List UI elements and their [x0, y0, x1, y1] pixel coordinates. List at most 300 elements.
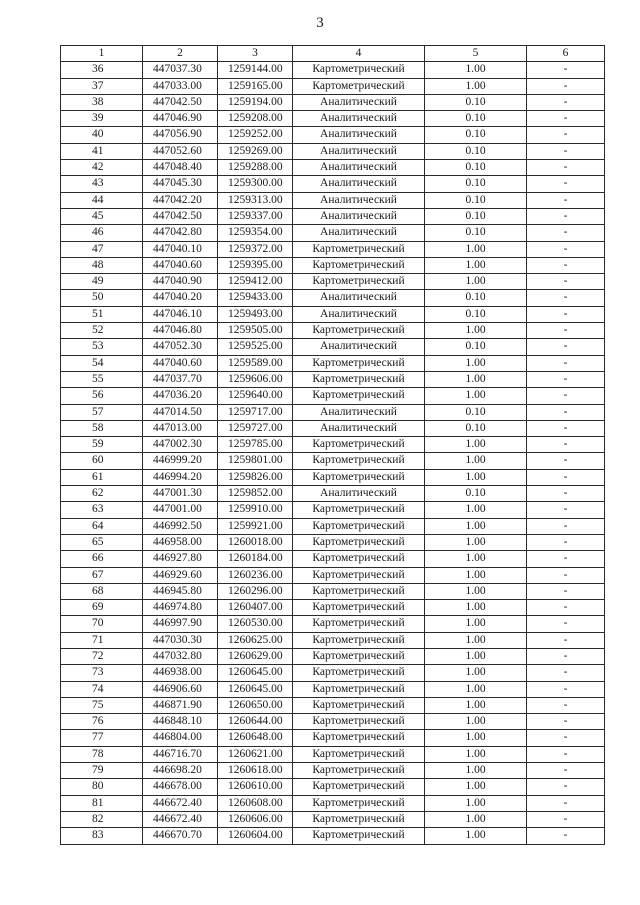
note-cell: -: [527, 62, 605, 78]
y-coordinate-cell: 1259337.00: [218, 208, 293, 224]
y-coordinate-cell: 1260610.00: [218, 779, 293, 795]
table-row: [61, 274, 605, 290]
accuracy-cell: 1.00: [425, 714, 527, 730]
point-number-cell: 44: [61, 192, 143, 208]
point-number-cell: 80: [61, 779, 143, 795]
accuracy-cell: 0.10: [425, 225, 527, 241]
method-cell: Картометрический: [293, 681, 425, 697]
table-row: [61, 371, 605, 387]
note-cell: -: [527, 648, 605, 664]
x-coordinate-cell: 447046.80: [143, 323, 218, 339]
accuracy-cell: 1.00: [425, 632, 527, 648]
accuracy-cell: 0.10: [425, 208, 527, 224]
y-coordinate-cell: 1260650.00: [218, 697, 293, 713]
x-coordinate-cell: 447042.50: [143, 208, 218, 224]
point-number-cell: 62: [61, 486, 143, 502]
note-cell: -: [527, 730, 605, 746]
table-row: [61, 648, 605, 664]
note-cell: -: [527, 616, 605, 632]
accuracy-cell: 1.00: [425, 518, 527, 534]
accuracy-cell: 0.10: [425, 176, 527, 192]
method-cell: Аналитический: [293, 192, 425, 208]
accuracy-cell: 1.00: [425, 469, 527, 485]
point-number-cell: 79: [61, 763, 143, 779]
method-cell: Картометрический: [293, 567, 425, 583]
point-number-cell: 66: [61, 551, 143, 567]
x-coordinate-cell: 446670.70: [143, 828, 218, 844]
method-cell: Картометрический: [293, 632, 425, 648]
note-cell: -: [527, 763, 605, 779]
method-cell: Аналитический: [293, 160, 425, 176]
note-cell: -: [527, 828, 605, 844]
method-cell: Аналитический: [293, 127, 425, 143]
method-cell: Аналитический: [293, 404, 425, 420]
point-number-cell: 38: [61, 94, 143, 110]
y-coordinate-cell: 1259194.00: [218, 94, 293, 110]
y-coordinate-cell: 1260530.00: [218, 616, 293, 632]
accuracy-cell: 1.00: [425, 388, 527, 404]
method-cell: Картометрический: [293, 257, 425, 273]
method-cell: Картометрический: [293, 534, 425, 550]
accuracy-cell: 1.00: [425, 567, 527, 583]
point-number-cell: 48: [61, 257, 143, 273]
y-coordinate-cell: 1260629.00: [218, 648, 293, 664]
note-cell: -: [527, 665, 605, 681]
point-number-cell: 49: [61, 274, 143, 290]
note-cell: -: [527, 502, 605, 518]
point-number-cell: 72: [61, 648, 143, 664]
point-number-cell: 45: [61, 208, 143, 224]
note-cell: -: [527, 795, 605, 811]
accuracy-cell: 1.00: [425, 763, 527, 779]
method-cell: Картометрический: [293, 648, 425, 664]
accuracy-cell: 0.10: [425, 290, 527, 306]
note-cell: -: [527, 306, 605, 322]
note-cell: -: [527, 746, 605, 762]
accuracy-cell: 1.00: [425, 551, 527, 567]
point-number-cell: 36: [61, 62, 143, 78]
table-row: [61, 486, 605, 502]
method-cell: Аналитический: [293, 111, 425, 127]
table-row: [61, 192, 605, 208]
x-coordinate-cell: 447030.30: [143, 632, 218, 648]
point-number-cell: 52: [61, 323, 143, 339]
table-row: [61, 811, 605, 827]
x-coordinate-cell: 446994.20: [143, 469, 218, 485]
note-cell: -: [527, 420, 605, 436]
accuracy-cell: 0.10: [425, 111, 527, 127]
y-coordinate-cell: 1259717.00: [218, 404, 293, 420]
table-row: [61, 176, 605, 192]
x-coordinate-cell: 447046.10: [143, 306, 218, 322]
accuracy-cell: 0.10: [425, 404, 527, 420]
table-row: [61, 453, 605, 469]
accuracy-cell: 1.00: [425, 681, 527, 697]
note-cell: -: [527, 404, 605, 420]
accuracy-cell: 1.00: [425, 534, 527, 550]
y-coordinate-cell: 1259785.00: [218, 437, 293, 453]
accuracy-cell: 1.00: [425, 665, 527, 681]
note-cell: -: [527, 241, 605, 257]
method-cell: Аналитический: [293, 486, 425, 502]
note-cell: -: [527, 94, 605, 110]
x-coordinate-cell: 446848.10: [143, 714, 218, 730]
note-cell: -: [527, 339, 605, 355]
x-coordinate-cell: 446997.90: [143, 616, 218, 632]
y-coordinate-cell: 1259505.00: [218, 323, 293, 339]
table-row: [61, 616, 605, 632]
y-coordinate-cell: 1259354.00: [218, 225, 293, 241]
point-number-cell: 73: [61, 665, 143, 681]
point-number-cell: 43: [61, 176, 143, 192]
point-number-cell: 71: [61, 632, 143, 648]
point-number-cell: 47: [61, 241, 143, 257]
note-cell: -: [527, 388, 605, 404]
method-cell: Картометрический: [293, 518, 425, 534]
point-number-cell: 53: [61, 339, 143, 355]
table-row: [61, 241, 605, 257]
method-cell: Аналитический: [293, 208, 425, 224]
x-coordinate-cell: 447013.00: [143, 420, 218, 436]
x-coordinate-cell: 447052.30: [143, 339, 218, 355]
table-row: [61, 208, 605, 224]
table-row: [61, 62, 605, 78]
y-coordinate-cell: 1260608.00: [218, 795, 293, 811]
x-coordinate-cell: 446938.00: [143, 665, 218, 681]
note-cell: -: [527, 323, 605, 339]
method-cell: Аналитический: [293, 225, 425, 241]
point-number-cell: 37: [61, 78, 143, 94]
x-coordinate-cell: 446929.60: [143, 567, 218, 583]
y-coordinate-cell: 1259165.00: [218, 78, 293, 94]
x-coordinate-cell: 447001.00: [143, 502, 218, 518]
x-coordinate-cell: 447042.20: [143, 192, 218, 208]
x-coordinate-cell: 447052.60: [143, 143, 218, 159]
method-cell: Аналитический: [293, 143, 425, 159]
x-coordinate-cell: 446871.90: [143, 697, 218, 713]
x-coordinate-cell: 447056.90: [143, 127, 218, 143]
x-coordinate-cell: 446672.40: [143, 795, 218, 811]
y-coordinate-cell: 1259826.00: [218, 469, 293, 485]
column-header-5: 5: [425, 46, 527, 62]
table-row: [61, 225, 605, 241]
accuracy-cell: 0.10: [425, 420, 527, 436]
accuracy-cell: 1.00: [425, 697, 527, 713]
y-coordinate-cell: 1259640.00: [218, 388, 293, 404]
table-row: [61, 714, 605, 730]
y-coordinate-cell: 1259606.00: [218, 371, 293, 387]
x-coordinate-cell: 446804.00: [143, 730, 218, 746]
y-coordinate-cell: 1260296.00: [218, 583, 293, 599]
table-row: [61, 730, 605, 746]
note-cell: -: [527, 371, 605, 387]
x-coordinate-cell: 446999.20: [143, 453, 218, 469]
accuracy-cell: 1.00: [425, 795, 527, 811]
point-number-cell: 67: [61, 567, 143, 583]
x-coordinate-cell: 446992.50: [143, 518, 218, 534]
point-number-cell: 57: [61, 404, 143, 420]
table-row: [61, 632, 605, 648]
accuracy-cell: 1.00: [425, 371, 527, 387]
y-coordinate-cell: 1260644.00: [218, 714, 293, 730]
method-cell: Картометрический: [293, 763, 425, 779]
accuracy-cell: 1.00: [425, 355, 527, 371]
method-cell: Картометрический: [293, 274, 425, 290]
method-cell: Картометрический: [293, 78, 425, 94]
point-number-cell: 46: [61, 225, 143, 241]
note-cell: -: [527, 681, 605, 697]
y-coordinate-cell: 1259208.00: [218, 111, 293, 127]
x-coordinate-cell: 446974.80: [143, 600, 218, 616]
point-number-cell: 78: [61, 746, 143, 762]
point-number-cell: 70: [61, 616, 143, 632]
table-row: [61, 665, 605, 681]
method-cell: Аналитический: [293, 339, 425, 355]
note-cell: -: [527, 583, 605, 599]
point-number-cell: 54: [61, 355, 143, 371]
table-row: [61, 779, 605, 795]
y-coordinate-cell: 1259801.00: [218, 453, 293, 469]
x-coordinate-cell: 447040.20: [143, 290, 218, 306]
table-row: [61, 388, 605, 404]
accuracy-cell: 1.00: [425, 600, 527, 616]
note-cell: -: [527, 208, 605, 224]
y-coordinate-cell: 1259144.00: [218, 62, 293, 78]
method-cell: Картометрический: [293, 323, 425, 339]
table-row: [61, 697, 605, 713]
point-number-cell: 68: [61, 583, 143, 599]
note-cell: -: [527, 632, 605, 648]
y-coordinate-cell: 1259269.00: [218, 143, 293, 159]
y-coordinate-cell: 1260645.00: [218, 665, 293, 681]
note-cell: -: [527, 551, 605, 567]
note-cell: -: [527, 534, 605, 550]
point-number-cell: 83: [61, 828, 143, 844]
point-number-cell: 65: [61, 534, 143, 550]
table-row: [61, 111, 605, 127]
x-coordinate-cell: 447014.50: [143, 404, 218, 420]
method-cell: Картометрический: [293, 779, 425, 795]
note-cell: -: [527, 127, 605, 143]
y-coordinate-cell: 1260407.00: [218, 600, 293, 616]
point-number-cell: 63: [61, 502, 143, 518]
note-cell: -: [527, 811, 605, 827]
note-cell: -: [527, 290, 605, 306]
accuracy-cell: 0.10: [425, 486, 527, 502]
point-number-cell: 74: [61, 681, 143, 697]
method-cell: Картометрический: [293, 730, 425, 746]
accuracy-cell: 1.00: [425, 502, 527, 518]
method-cell: Картометрический: [293, 746, 425, 762]
x-coordinate-cell: 447002.30: [143, 437, 218, 453]
note-cell: -: [527, 697, 605, 713]
x-coordinate-cell: 446716.70: [143, 746, 218, 762]
table-row: [61, 746, 605, 762]
method-cell: Картометрический: [293, 551, 425, 567]
accuracy-cell: 1.00: [425, 730, 527, 746]
y-coordinate-cell: 1260625.00: [218, 632, 293, 648]
table-row: [61, 437, 605, 453]
y-coordinate-cell: 1259395.00: [218, 257, 293, 273]
table-row: [61, 290, 605, 306]
accuracy-cell: 0.10: [425, 127, 527, 143]
x-coordinate-cell: 446958.00: [143, 534, 218, 550]
note-cell: -: [527, 355, 605, 371]
y-coordinate-cell: 1259433.00: [218, 290, 293, 306]
method-cell: Аналитический: [293, 94, 425, 110]
point-number-cell: 60: [61, 453, 143, 469]
table-row: [61, 306, 605, 322]
y-coordinate-cell: 1259589.00: [218, 355, 293, 371]
x-coordinate-cell: 447040.60: [143, 355, 218, 371]
note-cell: -: [527, 486, 605, 502]
note-cell: -: [527, 469, 605, 485]
method-cell: Картометрический: [293, 453, 425, 469]
table-row: [61, 551, 605, 567]
y-coordinate-cell: 1260648.00: [218, 730, 293, 746]
x-coordinate-cell: 447040.90: [143, 274, 218, 290]
y-coordinate-cell: 1259493.00: [218, 306, 293, 322]
method-cell: Картометрический: [293, 795, 425, 811]
note-cell: -: [527, 453, 605, 469]
point-number-cell: 39: [61, 111, 143, 127]
method-cell: Картометрический: [293, 355, 425, 371]
method-cell: Аналитический: [293, 176, 425, 192]
y-coordinate-cell: 1260621.00: [218, 746, 293, 762]
point-number-cell: 59: [61, 437, 143, 453]
note-cell: -: [527, 78, 605, 94]
method-cell: Картометрический: [293, 437, 425, 453]
y-coordinate-cell: 1260618.00: [218, 763, 293, 779]
accuracy-cell: 1.00: [425, 828, 527, 844]
table-row: [61, 502, 605, 518]
point-number-cell: 76: [61, 714, 143, 730]
note-cell: -: [527, 518, 605, 534]
column-header-6: 6: [527, 46, 605, 62]
point-number-cell: 51: [61, 306, 143, 322]
method-cell: Картометрический: [293, 241, 425, 257]
x-coordinate-cell: 446927.80: [143, 551, 218, 567]
table-row: [61, 323, 605, 339]
note-cell: -: [527, 274, 605, 290]
note-cell: -: [527, 192, 605, 208]
accuracy-cell: 1.00: [425, 437, 527, 453]
y-coordinate-cell: 1259252.00: [218, 127, 293, 143]
accuracy-cell: 0.10: [425, 339, 527, 355]
x-coordinate-cell: 446945.80: [143, 583, 218, 599]
x-coordinate-cell: 446678.00: [143, 779, 218, 795]
point-number-cell: 69: [61, 600, 143, 616]
accuracy-cell: 1.00: [425, 746, 527, 762]
method-cell: Картометрический: [293, 828, 425, 844]
x-coordinate-cell: 447046.90: [143, 111, 218, 127]
table-row: [61, 160, 605, 176]
point-number-cell: 61: [61, 469, 143, 485]
point-number-cell: 81: [61, 795, 143, 811]
point-number-cell: 41: [61, 143, 143, 159]
table-row: [61, 828, 605, 844]
point-number-cell: 75: [61, 697, 143, 713]
method-cell: Картометрический: [293, 665, 425, 681]
x-coordinate-cell: 447042.80: [143, 225, 218, 241]
method-cell: Картометрический: [293, 583, 425, 599]
y-coordinate-cell: 1260184.00: [218, 551, 293, 567]
y-coordinate-cell: 1260236.00: [218, 567, 293, 583]
table-row: [61, 795, 605, 811]
page-number: 3: [316, 15, 324, 31]
table-row: [61, 600, 605, 616]
x-coordinate-cell: 446698.20: [143, 763, 218, 779]
x-coordinate-cell: 447048.40: [143, 160, 218, 176]
y-coordinate-cell: 1259300.00: [218, 176, 293, 192]
method-cell: Картометрический: [293, 388, 425, 404]
note-cell: -: [527, 143, 605, 159]
x-coordinate-cell: 447037.30: [143, 62, 218, 78]
x-coordinate-cell: 447033.00: [143, 78, 218, 94]
table-row: [61, 763, 605, 779]
note-cell: -: [527, 111, 605, 127]
point-number-cell: 40: [61, 127, 143, 143]
table-row: [61, 681, 605, 697]
table-row: [61, 355, 605, 371]
accuracy-cell: 0.10: [425, 94, 527, 110]
accuracy-cell: 1.00: [425, 62, 527, 78]
x-coordinate-cell: 447045.30: [143, 176, 218, 192]
point-number-cell: 64: [61, 518, 143, 534]
y-coordinate-cell: 1260604.00: [218, 828, 293, 844]
table-row: [61, 404, 605, 420]
x-coordinate-cell: 447032.80: [143, 648, 218, 664]
table-row: [61, 469, 605, 485]
table-row: [61, 257, 605, 273]
note-cell: -: [527, 600, 605, 616]
method-cell: Картометрический: [293, 616, 425, 632]
point-number-cell: 50: [61, 290, 143, 306]
x-coordinate-cell: 447042.50: [143, 94, 218, 110]
table-row: [61, 567, 605, 583]
x-coordinate-cell: 447040.10: [143, 241, 218, 257]
table-row: [61, 534, 605, 550]
accuracy-cell: 1.00: [425, 241, 527, 257]
method-cell: Картометрический: [293, 469, 425, 485]
method-cell: Картометрический: [293, 371, 425, 387]
coordinates-table: [60, 45, 605, 845]
table-row: [61, 583, 605, 599]
note-cell: -: [527, 257, 605, 273]
y-coordinate-cell: 1259288.00: [218, 160, 293, 176]
column-header-1: 1: [61, 46, 143, 62]
point-number-cell: 56: [61, 388, 143, 404]
note-cell: -: [527, 567, 605, 583]
table-row: [61, 420, 605, 436]
method-cell: Картометрический: [293, 697, 425, 713]
table-row: [61, 143, 605, 159]
method-cell: Картометрический: [293, 600, 425, 616]
table-header-row: [61, 46, 605, 62]
accuracy-cell: 1.00: [425, 274, 527, 290]
table-row: [61, 78, 605, 94]
x-coordinate-cell: 447040.60: [143, 257, 218, 273]
x-coordinate-cell: 447001.30: [143, 486, 218, 502]
table-row: [61, 94, 605, 110]
note-cell: -: [527, 714, 605, 730]
accuracy-cell: 0.10: [425, 143, 527, 159]
table-row: [61, 127, 605, 143]
accuracy-cell: 0.10: [425, 160, 527, 176]
y-coordinate-cell: 1259372.00: [218, 241, 293, 257]
y-coordinate-cell: 1259727.00: [218, 420, 293, 436]
method-cell: Картометрический: [293, 62, 425, 78]
